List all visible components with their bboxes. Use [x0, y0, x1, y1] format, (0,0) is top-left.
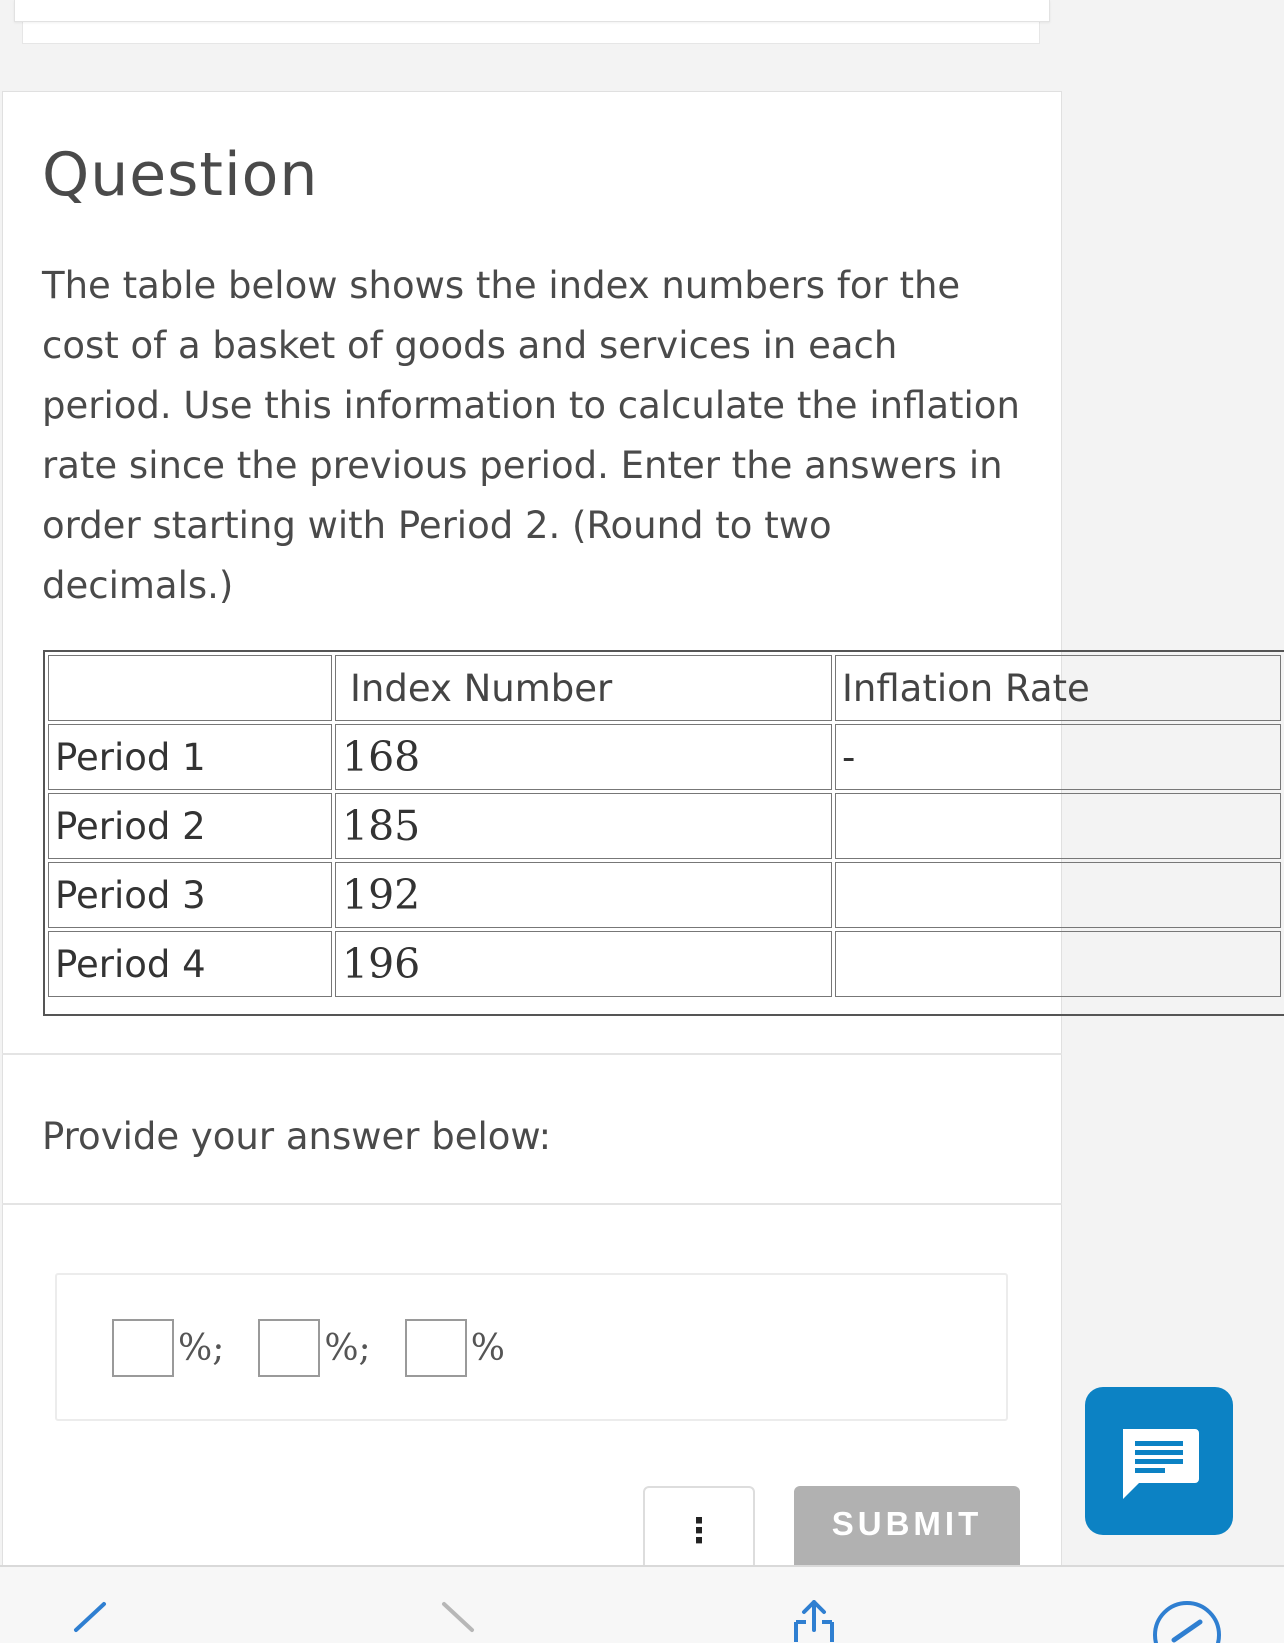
more-options-button[interactable] — [643, 1486, 755, 1576]
stacked-card-front — [14, 0, 1050, 22]
rate-cell — [835, 862, 1281, 928]
percent-separator: %; — [324, 1327, 371, 1369]
stacked-card-back — [22, 22, 1040, 44]
table-header-cell: Inflation Rate — [835, 655, 1281, 721]
more-vertical-icon: ⋮ — [682, 1512, 716, 1550]
question-title: Question — [42, 140, 319, 210]
period-cell: Period 2 — [48, 793, 332, 859]
index-cell: 168 — [335, 724, 832, 790]
share-icon[interactable] — [790, 1600, 838, 1643]
index-cell: 185 — [335, 793, 832, 859]
rate-cell — [835, 793, 1281, 859]
answer-input-period-2[interactable] — [112, 1319, 174, 1377]
answer-input-period-3[interactable] — [258, 1319, 320, 1377]
period-cell: Period 4 — [48, 931, 332, 997]
chat-button[interactable] — [1085, 1387, 1233, 1535]
browser-toolbar — [0, 1565, 1284, 1643]
rate-cell — [835, 931, 1281, 997]
submit-button[interactable]: SUBMIT — [794, 1486, 1020, 1576]
rate-cell: - — [835, 724, 1281, 790]
compass-icon[interactable] — [1152, 1600, 1222, 1643]
answer-box — [55, 1273, 1008, 1421]
table-row — [48, 724, 1281, 790]
table-row — [48, 862, 1281, 928]
table-header-cell — [48, 655, 332, 721]
index-cell: 196 — [335, 931, 832, 997]
table-header-cell: Index Number — [335, 655, 832, 721]
answer-input-period-4[interactable] — [405, 1319, 467, 1377]
index-cell: 192 — [335, 862, 832, 928]
divider — [2, 1053, 1062, 1055]
question-text: The table below shows the index numbers for the cost of a basket of goods and services in each period. Use this information to calculate the inflation rate since the previous period. Enter the answers in order starting with Period 2. (Round to two decimals.) — [42, 264, 1020, 607]
period-cell: Period 3 — [48, 862, 332, 928]
percent-separator: %; — [178, 1327, 225, 1369]
table-header-row — [48, 655, 1281, 721]
table-row — [48, 931, 1281, 997]
answer-row — [112, 1319, 505, 1377]
table-row — [48, 793, 1281, 859]
back-arrow-icon[interactable] — [68, 1600, 108, 1643]
chat-bubble-icon — [1117, 1419, 1201, 1503]
percent-separator: % — [470, 1327, 505, 1369]
index-table — [43, 650, 1284, 1016]
forward-arrow-icon[interactable] — [440, 1600, 480, 1643]
answer-prompt: Provide your answer below: — [42, 1115, 552, 1158]
divider — [2, 1203, 1062, 1205]
period-cell: Period 1 — [48, 724, 332, 790]
